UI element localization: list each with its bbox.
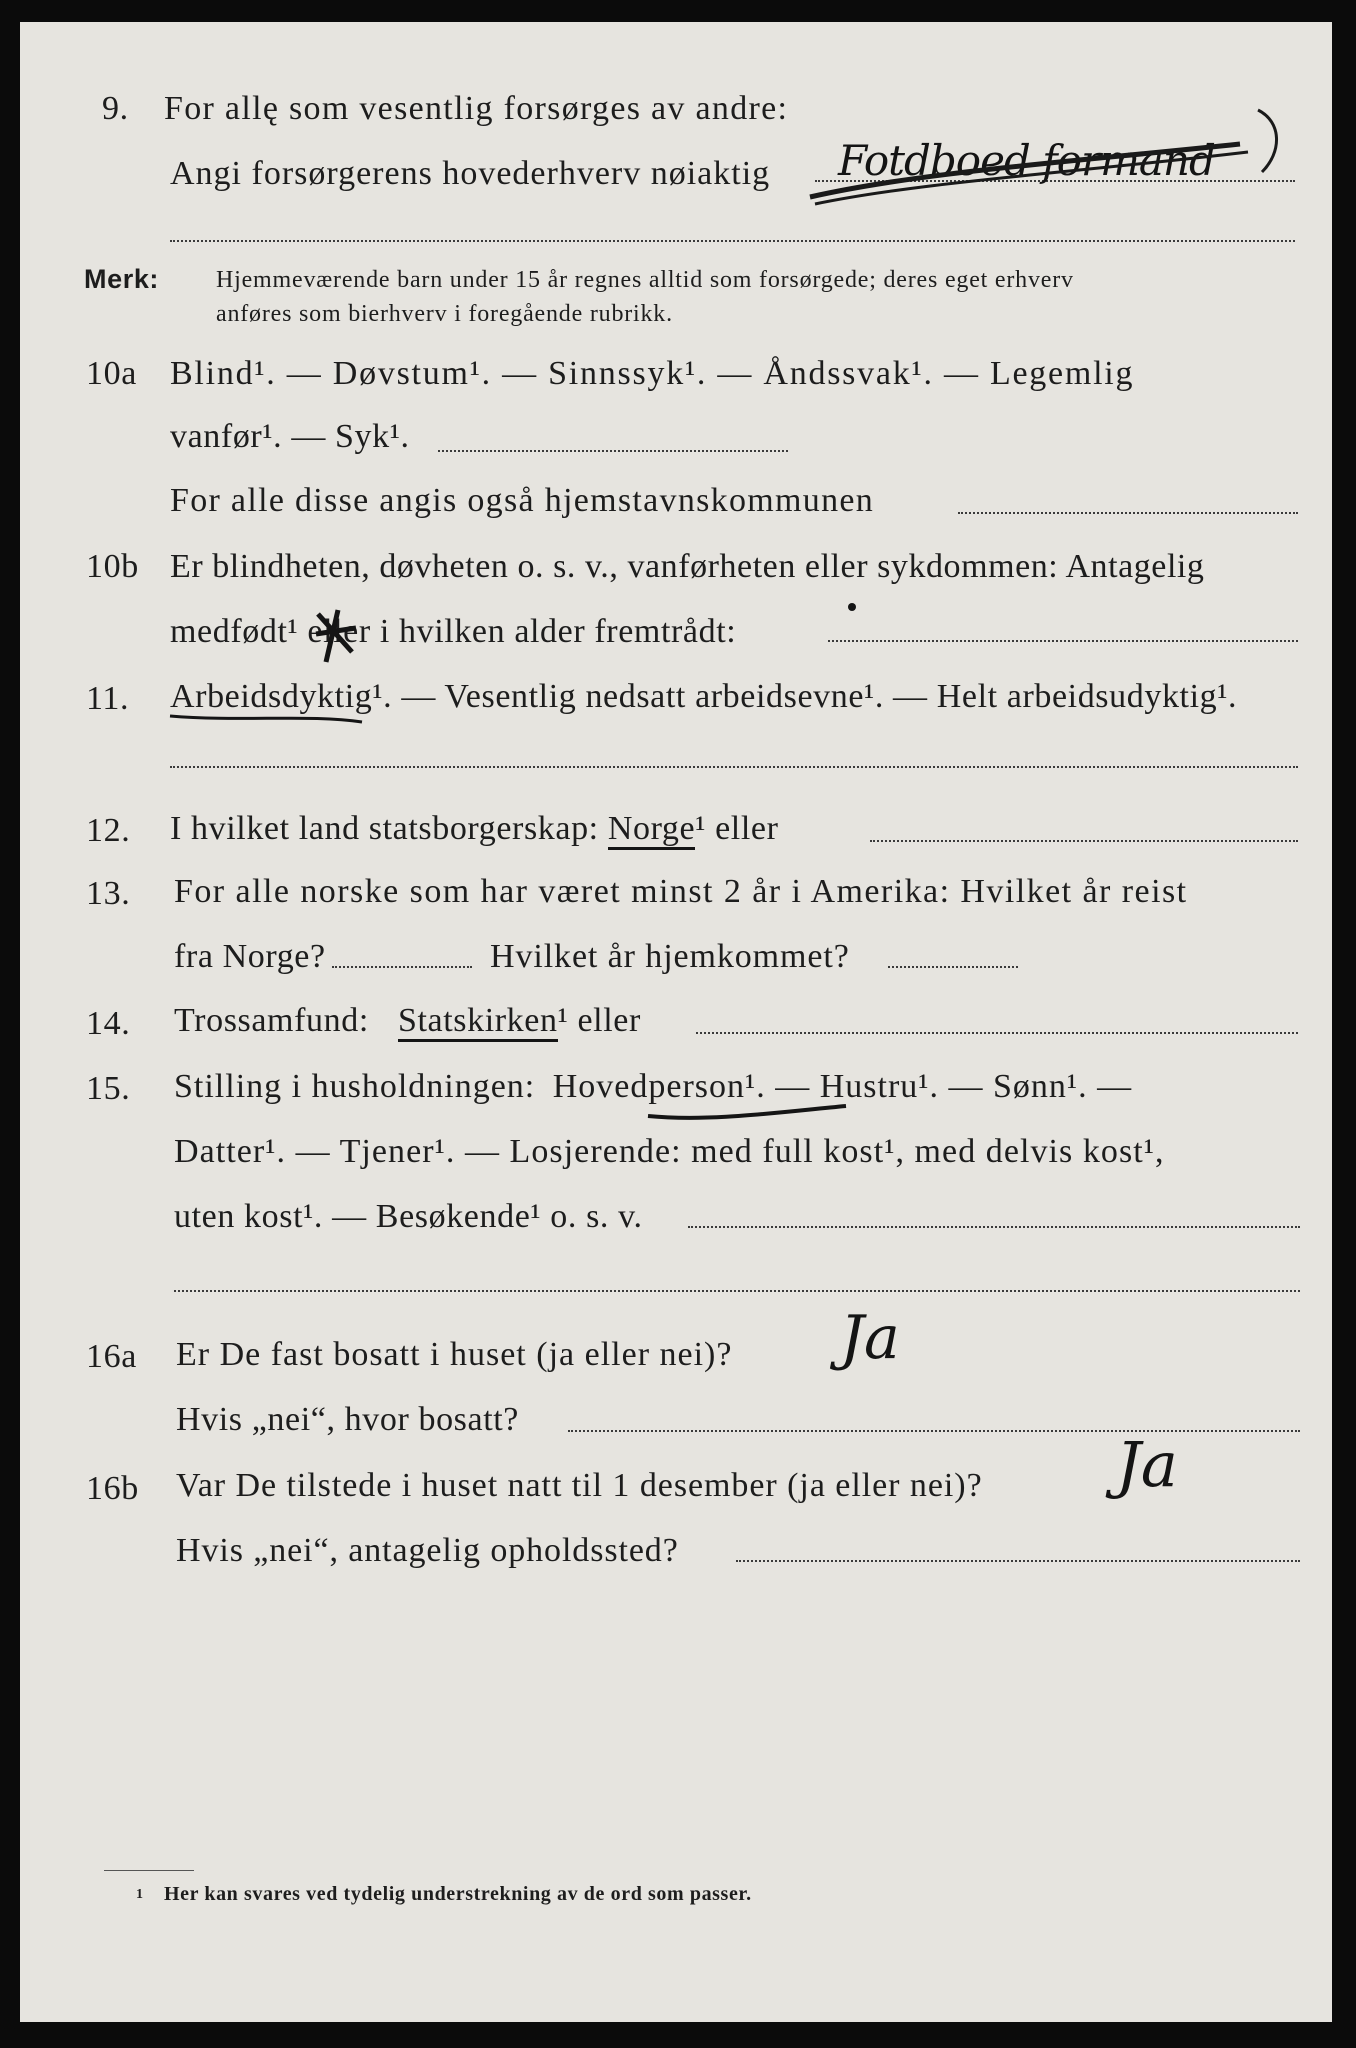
- q9-handwritten-answer: Fotdboed formand: [838, 136, 1215, 185]
- q15-after: ¹. — Hustru¹. — Sønn¹. —: [745, 1068, 1133, 1105]
- q15-before: Stilling i husholdningen:: [174, 1068, 536, 1105]
- q15-continuation-line: [174, 1290, 1300, 1292]
- q10a-line2: vanfør¹. — Syk¹.: [170, 418, 410, 455]
- footnote-marker: 1: [136, 1887, 144, 1902]
- q16b-line2: Hvis „nei“, antagelig opholdssted?: [176, 1532, 679, 1569]
- q14-before: Trossamfund:: [174, 1002, 369, 1039]
- q16a-line2: Hvis „nei“, hvor bosatt?: [176, 1401, 519, 1438]
- q16b-handwritten-answer: Ja: [1116, 1428, 1178, 1501]
- q10b-number: 10b: [86, 548, 139, 585]
- merk-line2: anføres som bierhverv i foregående rubrikk.: [216, 301, 673, 327]
- q15-number: 15.: [86, 1070, 131, 1107]
- q10a-number: 10a: [86, 355, 137, 392]
- merk-line1: Hjemmeværende barn under 15 år regnes alltid som forsørgede; deres eget erhverv: [216, 267, 1074, 293]
- q12-number: 12.: [86, 812, 131, 849]
- q14-underlined-option: Statskirken: [398, 1002, 558, 1042]
- q10b-line2: medfødt¹ eller i hvilken alder fremtrådt:: [170, 613, 737, 650]
- q11-underlined-option: Arbeidsdyktig: [170, 678, 373, 715]
- footnote-divider: [104, 1870, 194, 1871]
- q16a-answer-line: [568, 1430, 1300, 1432]
- q12-underlined-option: Norge: [608, 810, 695, 850]
- q10a-line3: For alle disse angis også hjemstavnskommunen: [170, 482, 875, 519]
- q15-answer-line: [688, 1226, 1300, 1228]
- census-form-page: [20, 22, 1332, 2022]
- merk-label: Merk:: [84, 264, 160, 294]
- q16b-line1: Var De tilstede i huset natt til 1 desember (ja eller nei)?: [176, 1467, 983, 1504]
- q9-line1: For allę som vesentlig forsørges av andre:: [164, 90, 789, 127]
- q15-underlined-option: Hovedperson: [552, 1068, 746, 1105]
- q15-line3: uten kost¹. — Besøkende¹ o. s. v.: [174, 1198, 643, 1235]
- footnote-text: Her kan svares ved tydelig understrekning av de ord som passer.: [164, 1883, 752, 1905]
- q16a-line1: Er De fast bosatt i huset (ja eller nei)?: [176, 1336, 733, 1373]
- q15-line2: Datter¹. — Tjener¹. — Losjerende: med full kost¹, med delvis kost¹,: [174, 1133, 1165, 1170]
- q12-after: ¹ eller: [695, 810, 779, 847]
- q10a-line1: Blind¹. — Døvstum¹. — Sinnssyk¹. — Åndssvak¹. — Legemlig: [170, 355, 1135, 392]
- q13-line2b: Hvilket år hjemkommet?: [490, 938, 850, 975]
- q11-number: 11.: [86, 680, 130, 717]
- q10b-line1: Er blindheten, døvheten o. s. v., vanførheten eller sykdommen: Antagelig: [170, 548, 1205, 585]
- q16b-answer-line: [736, 1560, 1300, 1562]
- q13-number: 13.: [86, 875, 131, 912]
- q9-number: 9.: [102, 90, 129, 127]
- q9-line2: Angi forsørgerens hovederhverv nøiaktig: [170, 155, 771, 192]
- q14-number: 14.: [86, 1005, 131, 1042]
- q16a-number: 16a: [86, 1338, 137, 1375]
- q16b-number: 16b: [86, 1470, 139, 1507]
- q14-after: ¹ eller: [557, 1002, 641, 1039]
- q16a-handwritten-answer: Ja: [840, 1303, 900, 1373]
- q13-line1: For alle norske som har været minst 2 år i Amerika: Hvilket år reist: [174, 873, 1188, 910]
- q12-before: I hvilket land statsborgerskap:: [170, 810, 599, 847]
- q15-underline-mark: [20, 22, 1332, 2022]
- q11-rest: ¹. — Vesentlig nedsatt arbeidsevne¹. — Helt arbeidsudyktig¹.: [372, 678, 1238, 715]
- q13-line2a: fra Norge?: [174, 938, 326, 975]
